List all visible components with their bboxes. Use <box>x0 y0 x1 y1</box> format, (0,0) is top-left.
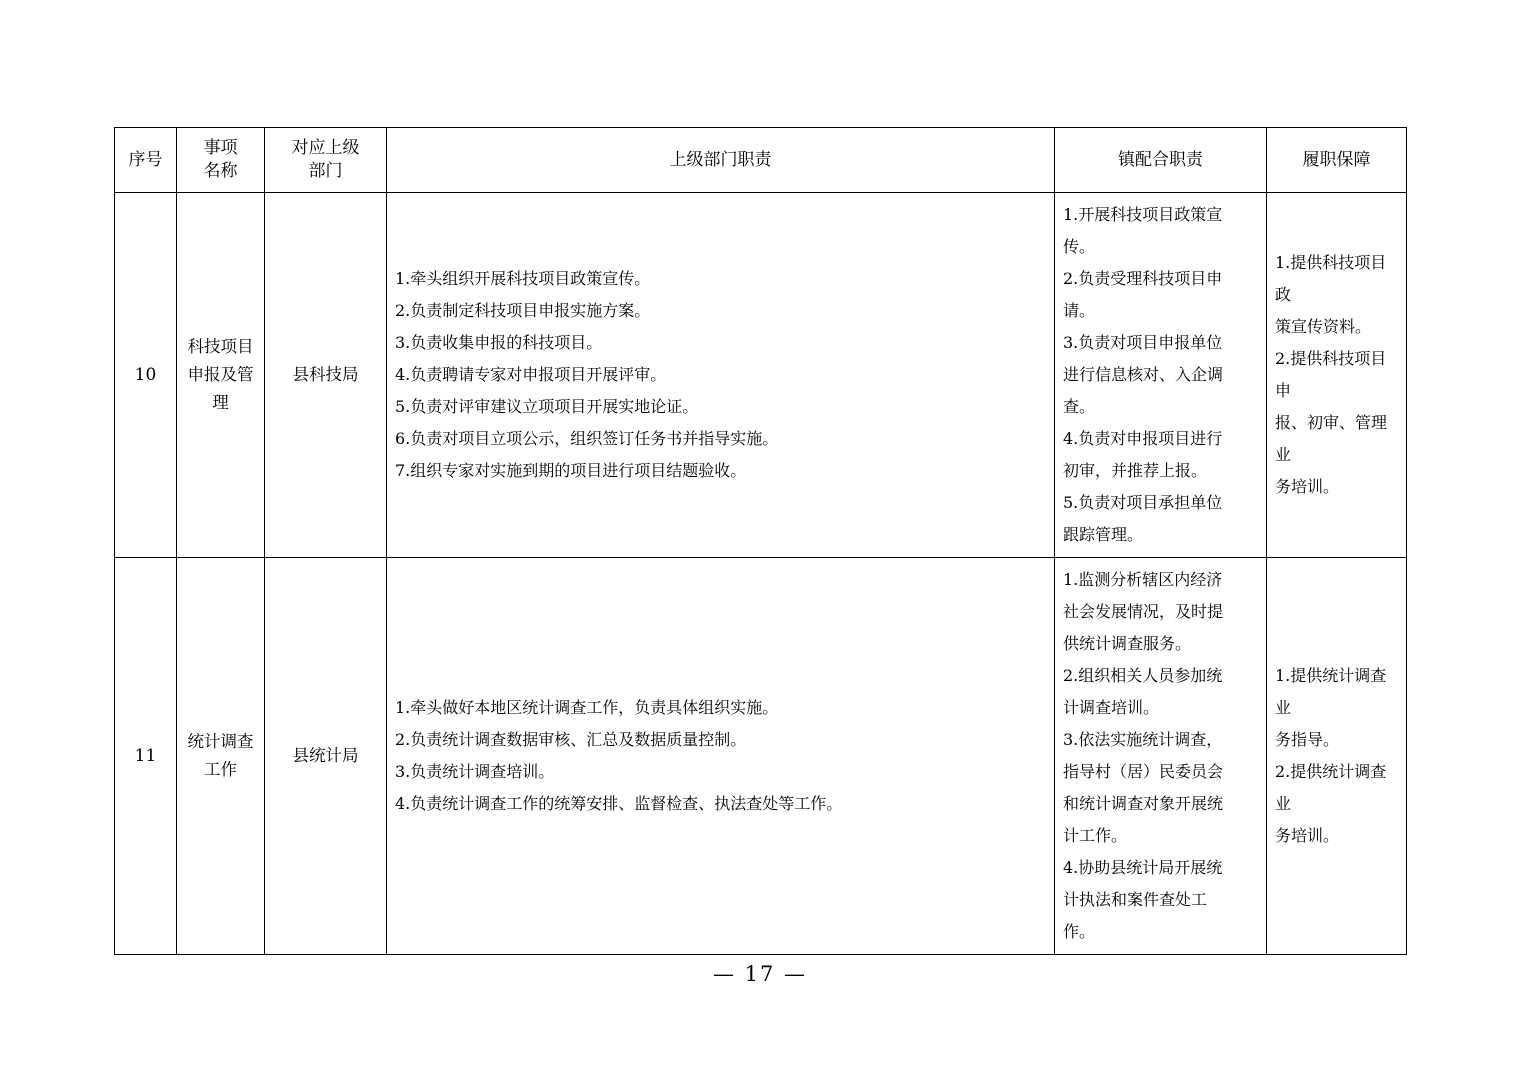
column-header-name-line2: 名称 <box>203 161 238 181</box>
duty-line: 2.负责统计调查数据审核、汇总及数据质量控制。 <box>395 730 747 749</box>
column-header-no <box>115 128 177 193</box>
town-duty-line: 查。 <box>1063 397 1096 416</box>
town-duty-line: 1.监测分析辖区内经济 <box>1063 570 1223 589</box>
duty-line: 5.负责对评审建议立项项目开展实地论证。 <box>395 397 699 416</box>
column-header-town <box>1055 128 1267 193</box>
row-town-duties <box>1055 193 1267 558</box>
duty-line: 7.组织专家对实施到期的项目进行项目结题验收。 <box>395 461 747 480</box>
row-item-name-line: 申报及管 <box>187 364 254 384</box>
row-guarantee <box>1267 558 1407 955</box>
row-item-name <box>177 558 265 955</box>
column-header-duty-line1: 上级部门职责 <box>669 149 772 170</box>
guarantee-line: 策宣传资料。 <box>1275 317 1372 336</box>
guarantee-line: 务培训。 <box>1275 826 1340 845</box>
guarantee-line: 务培训。 <box>1275 477 1340 496</box>
duty-line: 3.负责收集申报的科技项目。 <box>395 333 603 352</box>
town-duty-line: 进行信息核对、入企调 <box>1063 365 1224 384</box>
column-header-name <box>177 128 265 193</box>
row-upper-duties <box>387 558 1055 955</box>
row-number: 11 <box>115 558 177 955</box>
column-header-dept-line2: 部门 <box>308 161 343 181</box>
duty-line: 1.牵头做好本地区统计调查工作，负责具体组织实施。 <box>395 698 779 717</box>
guarantee-line: 1.提供统计调查业 <box>1275 666 1387 717</box>
town-duty-line: 2.负责受理科技项目申 <box>1063 269 1223 288</box>
row-item-name-line: 统计调查 <box>187 731 254 751</box>
column-header-town-line1: 镇配合职责 <box>1118 149 1203 170</box>
row-item-name-line: 工作 <box>204 760 237 779</box>
table-header-row <box>115 128 1407 193</box>
town-duty-line: 初审，并推荐上报。 <box>1063 461 1208 480</box>
guarantee-line: 1.提供科技项目政 <box>1275 253 1387 304</box>
duty-line: 3.负责统计调查培训。 <box>395 762 555 781</box>
duty-line: 4.负责统计调查工作的统筹安排、监督检查、执法查处等工作。 <box>395 794 843 813</box>
column-header-no-line1: 序号 <box>128 149 163 170</box>
column-header-guarantee <box>1267 128 1407 193</box>
row-item-name-line: 科技项目 <box>187 336 254 356</box>
row-upper-department: 县统计局 <box>265 558 387 955</box>
town-duty-line: 请。 <box>1063 301 1096 320</box>
duty-line: 4.负责聘请专家对申报项目开展评审。 <box>395 365 667 384</box>
column-header-guarantee-line1: 履职保障 <box>1302 149 1371 170</box>
town-duty-line: 和统计调查对象开展统 <box>1063 794 1224 813</box>
table-row <box>115 193 1407 558</box>
town-duty-line: 计工作。 <box>1063 826 1128 845</box>
town-duty-line: 计执法和案件查处工 <box>1063 890 1208 909</box>
duty-line: 2.负责制定科技项目申报实施方案。 <box>395 301 651 320</box>
duty-line: 1.牵头组织开展科技项目政策宣传。 <box>395 269 651 288</box>
town-duty-line: 4.协助县统计局开展统 <box>1063 858 1223 877</box>
row-item-name <box>177 193 265 558</box>
row-upper-duties <box>387 193 1055 558</box>
responsibility-table <box>114 127 1407 955</box>
row-upper-department: 县科技局 <box>265 193 387 558</box>
duty-line: 6.负责对项目立项公示，组织签订任务书并指导实施。 <box>395 429 779 448</box>
guarantee-line: 报、初审、管理业 <box>1275 413 1388 464</box>
column-header-dept-line1: 对应上级 <box>291 138 360 159</box>
row-number: 10 <box>115 193 177 558</box>
guarantee-line: 2.提供统计调查业 <box>1275 762 1387 813</box>
town-duty-line: 2.组织相关人员参加统 <box>1063 666 1223 685</box>
town-duty-line: 4.负责对申报项目进行 <box>1063 429 1223 448</box>
row-town-duties <box>1055 558 1267 955</box>
town-duty-line: 3.依法实施统计调查， <box>1063 730 1223 749</box>
town-duty-line: 跟踪管理。 <box>1063 525 1144 544</box>
town-duty-line: 供统计调查服务。 <box>1063 634 1192 653</box>
town-duty-line: 指导村（居）民委员会 <box>1063 762 1224 781</box>
town-duty-line: 1.开展科技项目政策宣 <box>1063 205 1223 224</box>
page-number: — 17 — <box>712 962 808 986</box>
town-duty-line: 5.负责对项目承担单位 <box>1063 493 1223 512</box>
row-guarantee <box>1267 193 1407 558</box>
town-duty-line: 传。 <box>1063 237 1096 256</box>
column-header-duty <box>387 128 1055 193</box>
column-header-dept <box>265 128 387 193</box>
guarantee-line: 2.提供科技项目申 <box>1275 349 1387 400</box>
town-duty-line: 计调查培训。 <box>1063 698 1160 717</box>
table-row <box>115 558 1407 955</box>
town-duty-line: 作。 <box>1063 922 1096 941</box>
column-header-name-line1: 事项 <box>203 138 238 159</box>
town-duty-line: 3.负责对项目申报单位 <box>1063 333 1223 352</box>
town-duty-line: 社会发展情况，及时提 <box>1063 602 1224 621</box>
guarantee-line: 务指导。 <box>1275 730 1340 749</box>
row-item-name-line: 理 <box>212 393 229 413</box>
